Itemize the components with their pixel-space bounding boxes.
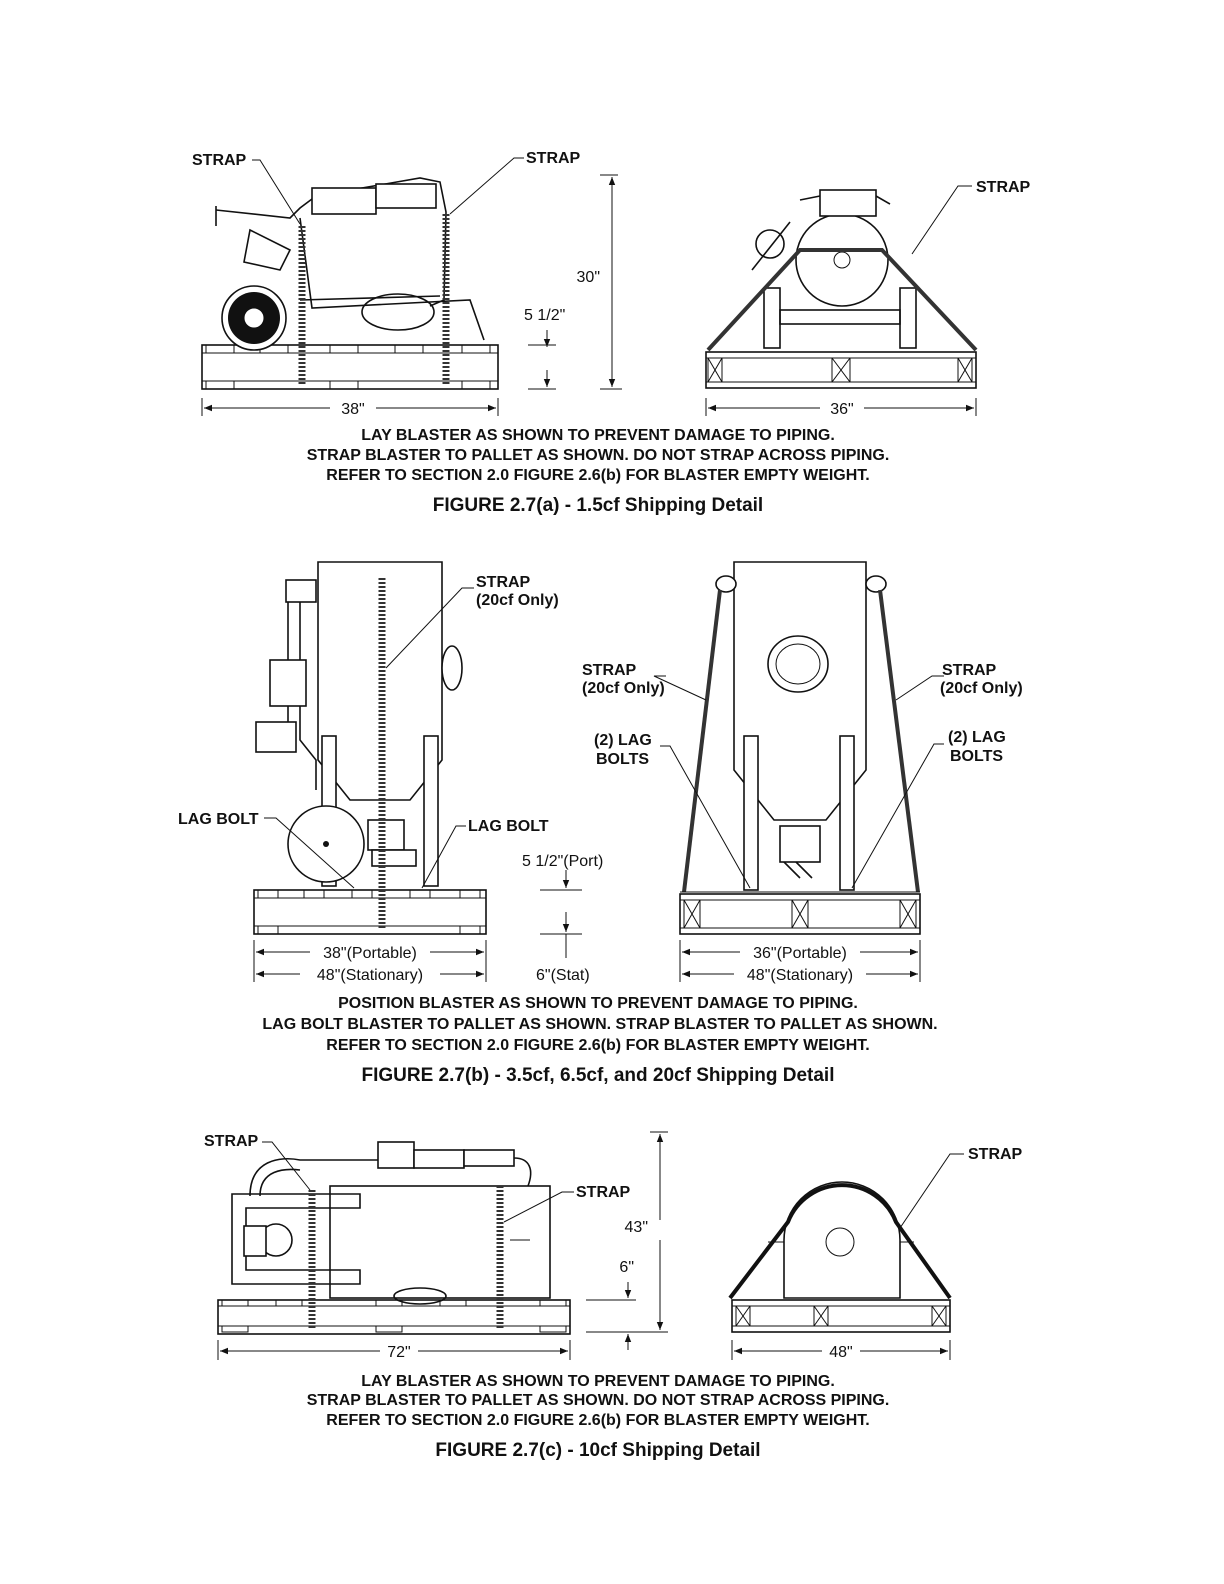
fig-b-lag-left-2: BOLTS [596,751,650,768]
fig-b-w1-stat: 48"(Stationary) [316,967,424,984]
figure-c-side-view [218,1142,570,1334]
figure-a-side-view [202,178,498,389]
fig-c-strap-right-label: STRAP [968,1146,1023,1163]
fig-c-note-2: STRAP BLASTER TO PALLET AS SHOWN. DO NOT STRAP ACROSS PIPING. [306,1392,890,1409]
fig-b-lag-bolt-b: LAG BOLT [468,818,549,835]
fig-a-note-1: LAY BLASTER AS SHOWN TO PREVENT DAMAGE TO PIPING. [361,427,835,444]
fig-b-w2-stat: 48"(Stationary) [746,967,854,984]
fig-b-strap-top-label: STRAP [476,574,531,591]
fig-b-lag-bolt-a: LAG BOLT [178,811,259,828]
fig-b-caption: FIGURE 2.7(b) - 3.5cf, 6.5cf, and 20cf Shipping Detail [361,1065,835,1086]
fig-a-width-left: 38" [341,401,365,418]
fig-b-note-2: LAG BOLT BLASTER TO PALLET AS SHOWN. STRAP BLASTER TO PALLET AS SHOWN. [262,1016,938,1033]
fig-a-strap-right-label: STRAP [976,179,1031,196]
figure-c-end-view [730,1182,950,1332]
figure-b-side-view [254,562,486,934]
fig-c-pallet-dim: 6" [619,1259,634,1276]
fig-b-strap-left-label: STRAP [582,662,637,679]
fig-c-strap-left-label: STRAP [204,1133,259,1150]
fig-b-strap-left-note: (20cf Only) [582,680,665,697]
fig-b-pallet-port: 5 1/2"(Port) [522,853,604,870]
fig-b-w1-port: 38"(Portable) [323,945,417,962]
fig-b-lag-right-2: BOLTS [950,748,1004,765]
fig-a-strap-mid-label: STRAP [526,150,581,167]
fig-a-strap-left-label: STRAP [192,152,247,169]
fig-b-lag-right-1: (2) LAG [948,729,1006,746]
fig-b-note-3: REFER TO SECTION 2.0 FIGURE 2.6(b) FOR BLASTER EMPTY WEIGHT. [326,1037,870,1054]
fig-c-height-dim: 43" [624,1219,648,1236]
figure-b-front-view [680,562,920,934]
fig-a-pallet-dim: 5 1/2" [524,307,566,324]
fig-a-height-dim: 30" [576,269,600,286]
fig-c-note-3: REFER TO SECTION 2.0 FIGURE 2.6(b) FOR BLASTER EMPTY WEIGHT. [326,1412,870,1429]
fig-a-note-2: STRAP BLASTER TO PALLET AS SHOWN. DO NOT STRAP ACROSS PIPING. [306,447,890,464]
fig-b-strap-top-note: (20cf Only) [476,592,559,609]
fig-c-width-right: 48" [829,1344,853,1361]
fig-c-caption: FIGURE 2.7(c) - 10cf Shipping Detail [435,1440,761,1461]
fig-c-width-left: 72" [387,1344,411,1361]
fig-b-lag-left-1: (2) LAG [594,732,652,749]
fig-c-strap-mid-label: STRAP [576,1184,631,1201]
fig-c-note-1: LAY BLASTER AS SHOWN TO PREVENT DAMAGE TO PIPING. [361,1373,835,1390]
fig-a-caption: FIGURE 2.7(a) - 1.5cf Shipping Detail [432,495,764,516]
fig-b-strap-right-label: STRAP [942,662,997,679]
fig-a-note-3: REFER TO SECTION 2.0 FIGURE 2.6(b) FOR BLASTER EMPTY WEIGHT. [326,467,870,484]
fig-b-note-1: POSITION BLASTER AS SHOWN TO PREVENT DAMAGE TO PIPING. [338,995,858,1012]
fig-b-pallet-stat: 6"(Stat) [536,967,590,984]
fig-b-w2-port: 36"(Portable) [753,945,847,962]
fig-b-strap-right-note: (20cf Only) [940,680,1023,697]
fig-a-width-right: 36" [830,401,854,418]
